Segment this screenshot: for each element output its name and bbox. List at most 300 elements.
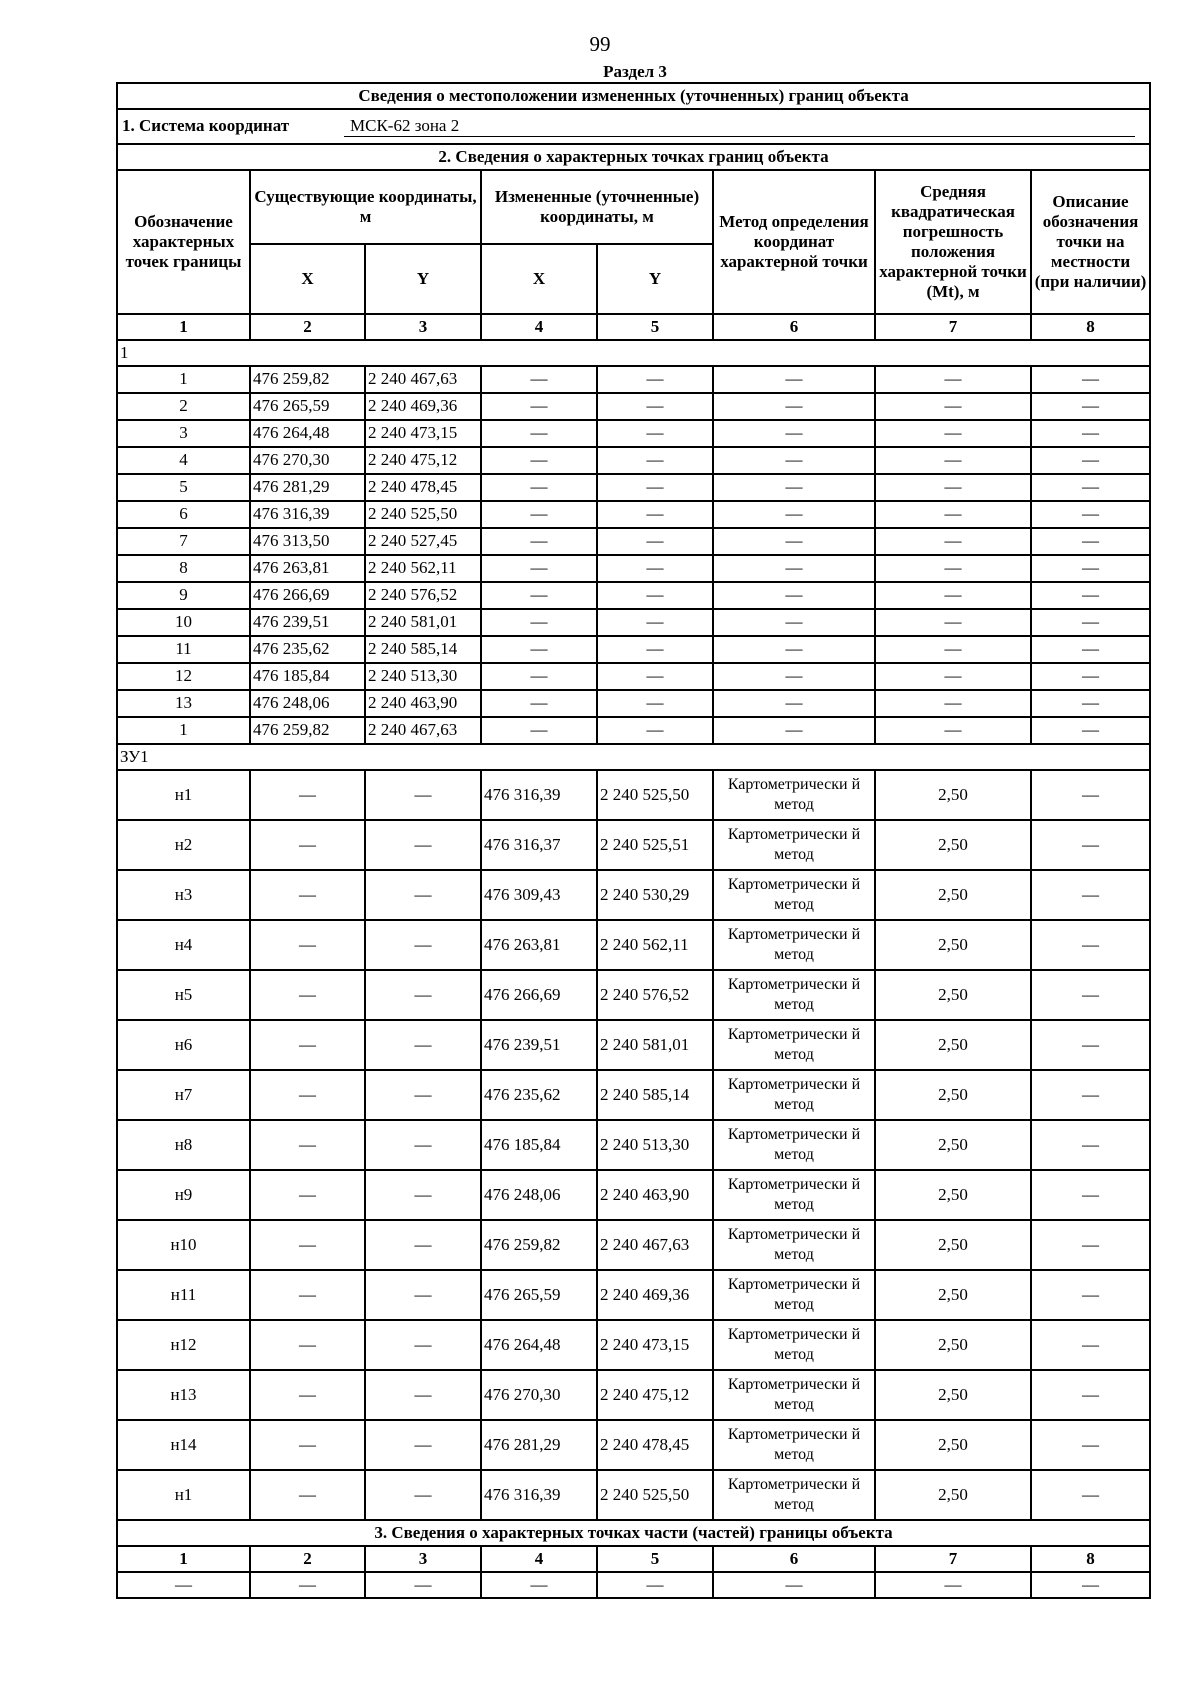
changed-x-cell: 476 248,06 xyxy=(481,1170,597,1220)
header-method: Метод определения координат характерной точки xyxy=(713,170,875,314)
error-cell: 2,50 xyxy=(875,1470,1031,1520)
existing-x-cell: — xyxy=(250,1320,365,1370)
point-id-cell: н6 xyxy=(117,1020,250,1070)
existing-x-cell: 476 313,50 xyxy=(250,528,365,555)
method-cell: — xyxy=(713,393,875,420)
method-cell: — xyxy=(713,474,875,501)
changed-y-cell: 2 240 463,90 xyxy=(597,1170,713,1220)
table-row xyxy=(117,609,1150,636)
table-row xyxy=(117,1220,1150,1270)
changed-x-cell: 476 239,51 xyxy=(481,1020,597,1070)
changed-x-cell: — xyxy=(481,501,597,528)
method-cell: — xyxy=(713,609,875,636)
changed-y-cell: 2 240 478,45 xyxy=(597,1420,713,1470)
description-cell: — xyxy=(1031,1420,1150,1470)
error-cell: 2,50 xyxy=(875,1370,1031,1420)
method-cell: Картометрически й метод xyxy=(713,920,875,970)
coord-system-label: 1. Система координат xyxy=(122,115,290,135)
changed-y-cell: — xyxy=(597,609,713,636)
point-id-cell: н9 xyxy=(117,1170,250,1220)
existing-x-cell: 476 316,39 xyxy=(250,501,365,528)
method-cell: — xyxy=(713,636,875,663)
method-cell: — xyxy=(713,1572,875,1598)
description-cell: — xyxy=(1031,1572,1150,1598)
existing-y-cell: — xyxy=(365,1220,481,1270)
error-cell: — xyxy=(875,366,1031,393)
description-cell: — xyxy=(1031,393,1150,420)
changed-x-cell: — xyxy=(481,636,597,663)
description-cell: — xyxy=(1031,555,1150,582)
section2-title: 2. Сведения о характерных точках границ объекта xyxy=(117,144,1150,170)
existing-x-cell: 476 270,30 xyxy=(250,447,365,474)
method-cell: — xyxy=(713,528,875,555)
existing-x-cell: 476 235,62 xyxy=(250,636,365,663)
method-cell: — xyxy=(713,447,875,474)
changed-y-cell: — xyxy=(597,690,713,717)
existing-x-cell: 476 264,48 xyxy=(250,420,365,447)
existing-y-cell: 2 240 469,36 xyxy=(365,393,481,420)
method-cell: Картометрически й метод xyxy=(713,870,875,920)
changed-y-cell: 2 240 530,29 xyxy=(597,870,713,920)
existing-x-cell: — xyxy=(250,1070,365,1120)
changed-y-cell: — xyxy=(597,447,713,474)
changed-x-cell: 476 235,62 xyxy=(481,1070,597,1120)
existing-y-cell: 2 240 467,63 xyxy=(365,717,481,744)
changed-x-cell: — xyxy=(481,663,597,690)
table-row xyxy=(117,1572,1150,1598)
error-cell: — xyxy=(875,663,1031,690)
group1-label: 1 xyxy=(117,340,1150,366)
changed-x-cell: 476 270,30 xyxy=(481,1370,597,1420)
method-cell: — xyxy=(713,420,875,447)
error-cell: 2,50 xyxy=(875,820,1031,870)
existing-y-cell: — xyxy=(365,1320,481,1370)
changed-y-cell: — xyxy=(597,528,713,555)
column-number: 7 xyxy=(875,1546,1031,1572)
description-cell: — xyxy=(1031,1470,1150,1520)
table-row xyxy=(117,770,1150,820)
method-cell: — xyxy=(713,663,875,690)
changed-y-cell: 2 240 525,50 xyxy=(597,770,713,820)
table-row xyxy=(117,474,1150,501)
table-row xyxy=(117,555,1150,582)
coord-system-value: МСК-62 зона 2 xyxy=(344,116,1135,137)
changed-y-cell: 2 240 525,50 xyxy=(597,1470,713,1520)
table-row xyxy=(117,1470,1150,1520)
changed-x-cell: — xyxy=(481,690,597,717)
existing-x-cell: — xyxy=(250,770,365,820)
changed-y-cell: 2 240 513,30 xyxy=(597,1120,713,1170)
point-id-cell: н8 xyxy=(117,1120,250,1170)
changed-y-cell: — xyxy=(597,420,713,447)
existing-x-cell: 476 259,82 xyxy=(250,717,365,744)
column-number: 8 xyxy=(1031,1546,1150,1572)
existing-y-cell: — xyxy=(365,1420,481,1470)
changed-y-cell: — xyxy=(597,636,713,663)
existing-y-cell: — xyxy=(365,1020,481,1070)
changed-x-cell: 476 185,84 xyxy=(481,1120,597,1170)
method-cell: Картометрически й метод xyxy=(713,1120,875,1170)
method-cell: Картометрически й метод xyxy=(713,1270,875,1320)
existing-x-cell: — xyxy=(250,1572,365,1598)
error-cell: 2,50 xyxy=(875,770,1031,820)
header-changed-x: X xyxy=(481,244,597,314)
header-error: Средняя квадратическая погрешность положения характерной точки (Mt), м xyxy=(875,170,1031,314)
point-id-cell: 2 xyxy=(117,393,250,420)
existing-x-cell: — xyxy=(250,1020,365,1070)
table-row xyxy=(117,1070,1150,1120)
error-cell: — xyxy=(875,636,1031,663)
error-cell: 2,50 xyxy=(875,1420,1031,1470)
changed-y-cell: 2 240 475,12 xyxy=(597,1370,713,1420)
existing-y-cell: — xyxy=(365,1572,481,1598)
method-cell: Картометрически й метод xyxy=(713,1170,875,1220)
table-row xyxy=(117,1120,1150,1170)
point-id-cell: н1 xyxy=(117,770,250,820)
description-cell: — xyxy=(1031,717,1150,744)
column-number: 6 xyxy=(713,1546,875,1572)
error-cell: 2,50 xyxy=(875,870,1031,920)
changed-y-cell: — xyxy=(597,582,713,609)
existing-y-cell: — xyxy=(365,1070,481,1120)
error-cell: — xyxy=(875,474,1031,501)
point-id-cell: 13 xyxy=(117,690,250,717)
method-cell: Картометрически й метод xyxy=(713,1370,875,1420)
table-row xyxy=(117,1370,1150,1420)
description-cell: — xyxy=(1031,501,1150,528)
existing-y-cell: — xyxy=(365,870,481,920)
header-existing-x: X xyxy=(250,244,365,314)
existing-x-cell: — xyxy=(250,870,365,920)
header-existing-coords: Существующие координаты, м xyxy=(250,170,481,244)
changed-x-cell: 476 263,81 xyxy=(481,920,597,970)
existing-y-cell: — xyxy=(365,1270,481,1320)
changed-x-cell: 476 265,59 xyxy=(481,1270,597,1320)
existing-y-cell: 2 240 478,45 xyxy=(365,474,481,501)
error-cell: — xyxy=(875,420,1031,447)
group2-label: ЗУ1 xyxy=(117,744,1150,770)
description-cell: — xyxy=(1031,1020,1150,1070)
point-id-cell: н2 xyxy=(117,820,250,870)
description-cell: — xyxy=(1031,870,1150,920)
existing-y-cell: — xyxy=(365,1170,481,1220)
existing-x-cell: 476 259,82 xyxy=(250,366,365,393)
table-row xyxy=(117,717,1150,744)
table-row xyxy=(117,582,1150,609)
boundary-table xyxy=(116,82,1151,1599)
method-cell: Картометрически й метод xyxy=(713,1470,875,1520)
description-cell: — xyxy=(1031,663,1150,690)
error-cell: — xyxy=(875,555,1031,582)
existing-x-cell: 476 185,84 xyxy=(250,663,365,690)
method-cell: Картометрически й метод xyxy=(713,970,875,1020)
column-number: 3 xyxy=(365,1546,481,1572)
existing-x-cell: — xyxy=(250,920,365,970)
table-row xyxy=(117,970,1150,1020)
changed-y-cell: — xyxy=(597,717,713,744)
error-cell: 2,50 xyxy=(875,1220,1031,1270)
changed-x-cell: 476 281,29 xyxy=(481,1420,597,1470)
point-id-cell: 10 xyxy=(117,609,250,636)
changed-x-cell: — xyxy=(481,717,597,744)
point-id-cell: 11 xyxy=(117,636,250,663)
method-cell: Картометрически й метод xyxy=(713,1020,875,1070)
changed-y-cell: 2 240 585,14 xyxy=(597,1070,713,1120)
description-cell: — xyxy=(1031,1370,1150,1420)
changed-x-cell: 476 309,43 xyxy=(481,870,597,920)
description-cell: — xyxy=(1031,1120,1150,1170)
changed-y-cell: 2 240 473,15 xyxy=(597,1320,713,1370)
point-id-cell: — xyxy=(117,1572,250,1598)
table-row xyxy=(117,366,1150,393)
table-row xyxy=(117,870,1150,920)
error-cell: — xyxy=(875,717,1031,744)
method-cell: Картометрически й метод xyxy=(713,770,875,820)
changed-x-cell: — xyxy=(481,420,597,447)
existing-x-cell: — xyxy=(250,1220,365,1270)
description-cell: — xyxy=(1031,920,1150,970)
changed-y-cell: — xyxy=(597,474,713,501)
table-row xyxy=(117,1020,1150,1070)
column-number: 5 xyxy=(597,314,713,340)
description-cell: — xyxy=(1031,970,1150,1020)
existing-y-cell: 2 240 473,15 xyxy=(365,420,481,447)
table-row xyxy=(117,393,1150,420)
point-id-cell: 8 xyxy=(117,555,250,582)
table-row xyxy=(117,1170,1150,1220)
changed-y-cell: — xyxy=(597,501,713,528)
point-id-cell: 12 xyxy=(117,663,250,690)
table-title: Сведения о местоположении измененных (уточненных) границ объекта xyxy=(117,83,1150,109)
changed-y-cell: — xyxy=(597,366,713,393)
error-cell: 2,50 xyxy=(875,1120,1031,1170)
changed-x-cell: — xyxy=(481,447,597,474)
table-row xyxy=(117,420,1150,447)
existing-x-cell: — xyxy=(250,1170,365,1220)
table-row xyxy=(117,1270,1150,1320)
changed-x-cell: — xyxy=(481,528,597,555)
method-cell: — xyxy=(713,366,875,393)
point-id-cell: 4 xyxy=(117,447,250,474)
error-cell: — xyxy=(875,447,1031,474)
existing-y-cell: 2 240 527,45 xyxy=(365,528,481,555)
changed-y-cell: 2 240 467,63 xyxy=(597,1220,713,1270)
description-cell: — xyxy=(1031,1270,1150,1320)
column-number: 6 xyxy=(713,314,875,340)
method-cell: Картометрически й метод xyxy=(713,1070,875,1120)
description-cell: — xyxy=(1031,528,1150,555)
point-id-cell: н1 xyxy=(117,1470,250,1520)
table-row xyxy=(117,501,1150,528)
method-cell: Картометрически й метод xyxy=(713,1220,875,1270)
existing-y-cell: 2 240 463,90 xyxy=(365,690,481,717)
error-cell: 2,50 xyxy=(875,1070,1031,1120)
table-row xyxy=(117,663,1150,690)
existing-y-cell: — xyxy=(365,770,481,820)
table-row xyxy=(117,920,1150,970)
changed-y-cell: 2 240 581,01 xyxy=(597,1020,713,1070)
changed-x-cell: 476 259,82 xyxy=(481,1220,597,1270)
description-cell: — xyxy=(1031,366,1150,393)
error-cell: — xyxy=(875,1572,1031,1598)
existing-x-cell: 476 265,59 xyxy=(250,393,365,420)
existing-x-cell: — xyxy=(250,1420,365,1470)
changed-y-cell: — xyxy=(597,393,713,420)
column-number-row xyxy=(117,1546,1150,1572)
column-number: 1 xyxy=(117,1546,250,1572)
description-cell: — xyxy=(1031,582,1150,609)
column-number: 7 xyxy=(875,314,1031,340)
method-cell: — xyxy=(713,555,875,582)
column-number: 4 xyxy=(481,1546,597,1572)
table-row xyxy=(117,1320,1150,1370)
column-number: 1 xyxy=(117,314,250,340)
changed-x-cell: 476 316,39 xyxy=(481,1470,597,1520)
point-id-cell: н10 xyxy=(117,1220,250,1270)
existing-y-cell: 2 240 467,63 xyxy=(365,366,481,393)
header-point-designation: Обозначение характерных точек границы xyxy=(117,170,250,314)
table-row xyxy=(117,1420,1150,1470)
existing-y-cell: 2 240 581,01 xyxy=(365,609,481,636)
point-id-cell: н7 xyxy=(117,1070,250,1120)
changed-x-cell: — xyxy=(481,555,597,582)
existing-y-cell: 2 240 525,50 xyxy=(365,501,481,528)
changed-y-cell: — xyxy=(597,663,713,690)
description-cell: — xyxy=(1031,690,1150,717)
point-id-cell: н11 xyxy=(117,1270,250,1320)
error-cell: 2,50 xyxy=(875,920,1031,970)
changed-x-cell: — xyxy=(481,582,597,609)
error-cell: — xyxy=(875,582,1031,609)
existing-x-cell: — xyxy=(250,1120,365,1170)
existing-x-cell: — xyxy=(250,820,365,870)
error-cell: 2,50 xyxy=(875,1020,1031,1070)
existing-x-cell: 476 266,69 xyxy=(250,582,365,609)
error-cell: — xyxy=(875,690,1031,717)
existing-y-cell: 2 240 585,14 xyxy=(365,636,481,663)
table-row xyxy=(117,447,1150,474)
existing-y-cell: 2 240 576,52 xyxy=(365,582,481,609)
description-cell: — xyxy=(1031,420,1150,447)
changed-y-cell: 2 240 576,52 xyxy=(597,970,713,1020)
existing-x-cell: 476 248,06 xyxy=(250,690,365,717)
error-cell: — xyxy=(875,528,1031,555)
column-number: 2 xyxy=(250,1546,365,1572)
error-cell: 2,50 xyxy=(875,1270,1031,1320)
point-id-cell: н5 xyxy=(117,970,250,1020)
existing-x-cell: — xyxy=(250,970,365,1020)
existing-x-cell: — xyxy=(250,1270,365,1320)
existing-x-cell: — xyxy=(250,1470,365,1520)
coord-system-row xyxy=(117,109,1150,144)
changed-y-cell: 2 240 525,51 xyxy=(597,820,713,870)
header-existing-y: Y xyxy=(365,244,481,314)
existing-y-cell: — xyxy=(365,1120,481,1170)
changed-y-cell: — xyxy=(597,555,713,582)
method-cell: Картометрически й метод xyxy=(713,1320,875,1370)
existing-x-cell: 476 263,81 xyxy=(250,555,365,582)
changed-x-cell: 476 264,48 xyxy=(481,1320,597,1370)
method-cell: — xyxy=(713,717,875,744)
point-id-cell: н4 xyxy=(117,920,250,970)
description-cell: — xyxy=(1031,1320,1150,1370)
changed-x-cell: — xyxy=(481,393,597,420)
error-cell: 2,50 xyxy=(875,1170,1031,1220)
point-id-cell: н13 xyxy=(117,1370,250,1420)
changed-x-cell: — xyxy=(481,474,597,501)
existing-y-cell: — xyxy=(365,820,481,870)
section-label: Раздел 3 xyxy=(603,62,667,81)
method-cell: — xyxy=(713,501,875,528)
column-number: 3 xyxy=(365,314,481,340)
table-row xyxy=(117,528,1150,555)
method-cell: — xyxy=(713,582,875,609)
point-id-cell: 3 xyxy=(117,420,250,447)
existing-y-cell: 2 240 513,30 xyxy=(365,663,481,690)
description-cell: — xyxy=(1031,770,1150,820)
header-changed-coords: Измененные (уточненные) координаты, м xyxy=(481,170,713,244)
description-cell: — xyxy=(1031,1220,1150,1270)
column-number: 5 xyxy=(597,1546,713,1572)
error-cell: — xyxy=(875,501,1031,528)
changed-x-cell: 476 316,39 xyxy=(481,770,597,820)
existing-x-cell: — xyxy=(250,1370,365,1420)
table-row xyxy=(117,690,1150,717)
table-row xyxy=(117,820,1150,870)
existing-x-cell: 476 281,29 xyxy=(250,474,365,501)
header-changed-y: Y xyxy=(597,244,713,314)
point-id-cell: н14 xyxy=(117,1420,250,1470)
existing-y-cell: — xyxy=(365,970,481,1020)
existing-y-cell: — xyxy=(365,1370,481,1420)
point-id-cell: н12 xyxy=(117,1320,250,1370)
point-id-cell: 7 xyxy=(117,528,250,555)
column-number: 8 xyxy=(1031,314,1150,340)
existing-y-cell: 2 240 562,11 xyxy=(365,555,481,582)
changed-x-cell: 476 316,37 xyxy=(481,820,597,870)
description-cell: — xyxy=(1031,820,1150,870)
column-number: 4 xyxy=(481,314,597,340)
error-cell: — xyxy=(875,609,1031,636)
error-cell: — xyxy=(875,393,1031,420)
existing-y-cell: — xyxy=(365,920,481,970)
point-id-cell: 1 xyxy=(117,366,250,393)
column-number: 2 xyxy=(250,314,365,340)
changed-x-cell: — xyxy=(481,366,597,393)
header-description: Описание обозначения точки на местности (при наличии) xyxy=(1031,170,1150,314)
column-number-row xyxy=(117,314,1150,340)
description-cell: — xyxy=(1031,1170,1150,1220)
table-row xyxy=(117,636,1150,663)
error-cell: 2,50 xyxy=(875,970,1031,1020)
method-cell: Картометрически й метод xyxy=(713,1420,875,1470)
page-number: 99 xyxy=(589,32,611,56)
existing-y-cell: 2 240 475,12 xyxy=(365,447,481,474)
existing-x-cell: 476 239,51 xyxy=(250,609,365,636)
changed-x-cell: — xyxy=(481,609,597,636)
description-cell: — xyxy=(1031,636,1150,663)
error-cell: 2,50 xyxy=(875,1320,1031,1370)
changed-y-cell: — xyxy=(597,1572,713,1598)
point-id-cell: н3 xyxy=(117,870,250,920)
method-cell: — xyxy=(713,690,875,717)
changed-x-cell: — xyxy=(481,1572,597,1598)
method-cell: Картометрически й метод xyxy=(713,820,875,870)
point-id-cell: 6 xyxy=(117,501,250,528)
point-id-cell: 5 xyxy=(117,474,250,501)
section3-title: 3. Сведения о характерных точках части (частей) границы объекта xyxy=(117,1520,1150,1546)
changed-y-cell: 2 240 562,11 xyxy=(597,920,713,970)
